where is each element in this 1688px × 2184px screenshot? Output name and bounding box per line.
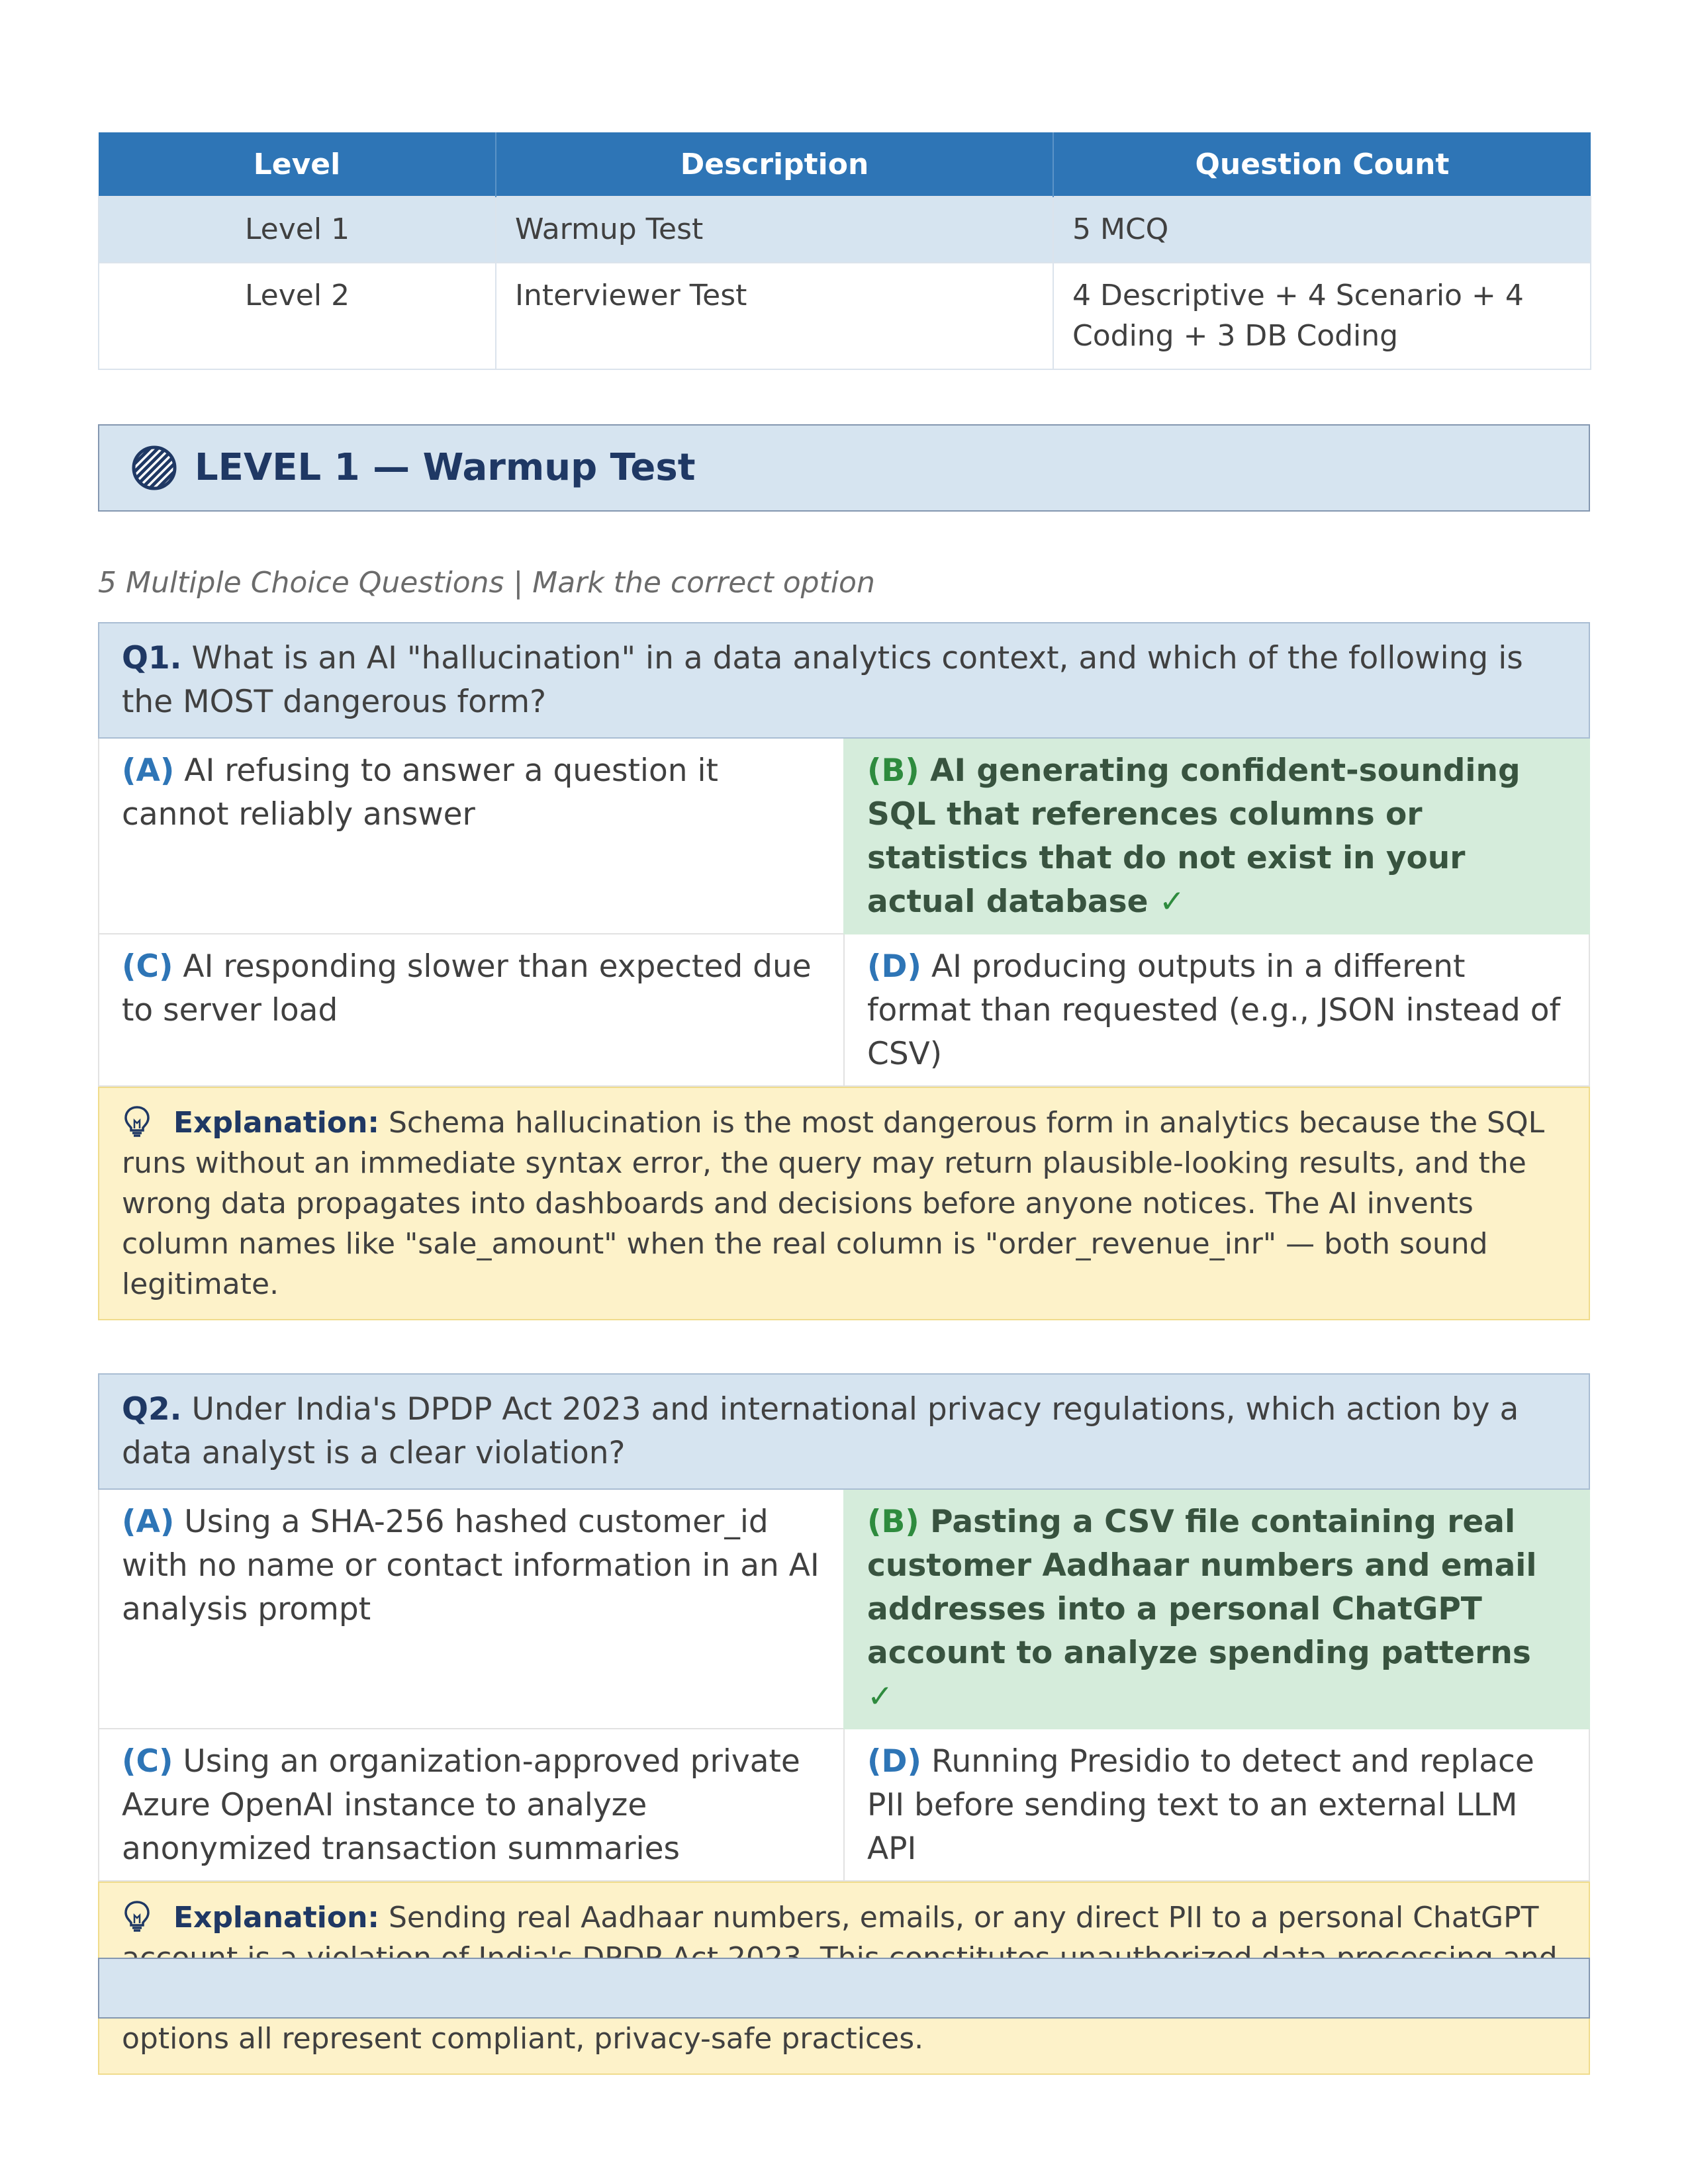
- option-b[interactable]: [843, 1490, 1590, 1729]
- option-c[interactable]: [98, 1729, 843, 1882]
- option-letter: (D): [867, 1743, 921, 1780]
- option-text: AI generating confident-sounding SQL that references columns or statistics that do not exist in your actual database: [867, 752, 1521, 920]
- option-text: AI responding slower than expected due to server load: [122, 948, 812, 1028]
- option-d[interactable]: [843, 934, 1590, 1087]
- level-cell: Level 1: [99, 197, 496, 263]
- option-letter: (A): [122, 752, 175, 789]
- table-row: [99, 263, 1591, 369]
- description-cell: Warmup Test: [496, 197, 1053, 263]
- option-c[interactable]: [98, 934, 843, 1087]
- explanation-label: Explanation:: [173, 1900, 379, 1934]
- option-text: AI producing outputs in a different format than requested (e.g., JSON instead of CSV): [867, 948, 1561, 1072]
- column-header-description: Description: [496, 132, 1053, 197]
- table-row: [99, 197, 1591, 263]
- option-a[interactable]: [98, 1490, 843, 1729]
- option-a[interactable]: [98, 739, 843, 934]
- level-cell: Level 2: [99, 263, 496, 369]
- options-grid: [98, 1490, 1590, 1882]
- column-header-question-count: Question Count: [1053, 132, 1591, 197]
- option-text: Using a SHA-256 hashed customer_id with no name or contact information in an AI analysis prompt: [122, 1503, 820, 1627]
- section-subtitle: 5 Multiple Choice Questions | Mark the correct option: [98, 565, 875, 600]
- next-section-header: [98, 1958, 1590, 2019]
- options-grid: [98, 739, 1590, 1087]
- explanation-box: [98, 1087, 1590, 1320]
- option-letter: (C): [122, 1743, 173, 1780]
- question-block: [98, 622, 1590, 1320]
- explanation-label: Explanation:: [173, 1105, 379, 1140]
- question-header: [98, 1373, 1590, 1490]
- option-text: Pasting a CSV file containing real customer Aadhaar numbers and email addresses into a personal ChatGPT account to analyze spending patterns: [867, 1503, 1537, 1671]
- question-number: Q2.: [122, 1390, 182, 1428]
- section-title: LEVEL 1 — Warmup Test: [195, 446, 696, 490]
- levels-table: [98, 132, 1591, 370]
- option-letter: (B): [867, 1503, 919, 1540]
- question-number: Q1.: [122, 639, 182, 676]
- explanation-text: Sending real Aadhaar numbers, emails, or any direct PII to a personal ChatGPT options all represent compliant, privacy-safe practices.: [122, 1900, 1539, 2056]
- count-cell: 4 Descriptive + 4 Scenario + 4 Coding + 3 DB Coding: [1053, 263, 1591, 369]
- question-text: What is an AI "hallucination" in a data analytics context, and which of the following is the MOST dangerous form?: [122, 639, 1523, 720]
- document-page: [98, 132, 1590, 2075]
- option-letter: (C): [122, 948, 173, 985]
- option-b[interactable]: [843, 739, 1590, 934]
- checkmark-icon: ✓: [867, 1678, 894, 1715]
- option-text: AI refusing to answer a question it cannot reliably answer: [122, 752, 718, 833]
- count-cell: 5 MCQ: [1053, 197, 1591, 263]
- explanation-text: Schema hallucination is the most dangerous form in analytics because the SQL runs without an immediate syntax error, the query may return plausible-looking results, and the wrong data propagates into dashboards and decisions before anyone notices. The AI invents column names like "sale_amount" when the real column is "order_revenue_inr" — both sound legitimate.: [122, 1105, 1545, 1301]
- option-d[interactable]: [843, 1729, 1590, 1882]
- question-text: Under India's DPDP Act 2023 and international privacy regulations, which action by a data analyst is a clear violation?: [122, 1390, 1519, 1471]
- option-letter: (D): [867, 948, 921, 985]
- section-header: [98, 424, 1590, 512]
- option-letter: (A): [122, 1503, 175, 1540]
- lightbulb-icon: [122, 1105, 152, 1138]
- option-text: Running Presidio to detect and replace PII before sending text to an external LLM API: [867, 1743, 1534, 1867]
- question-header: [98, 622, 1590, 739]
- column-header-level: Level: [99, 132, 496, 197]
- checkmark-icon: ✓: [1158, 883, 1186, 920]
- option-text: Using an organization-approved private Azure OpenAI instance to analyze anonymized transaction summaries: [122, 1743, 800, 1867]
- table-header-row: [99, 132, 1591, 197]
- striped-circle-icon: [131, 445, 177, 491]
- lightbulb-icon: [122, 1899, 152, 1933]
- option-letter: (B): [867, 752, 919, 789]
- description-cell: Interviewer Test: [496, 263, 1053, 369]
